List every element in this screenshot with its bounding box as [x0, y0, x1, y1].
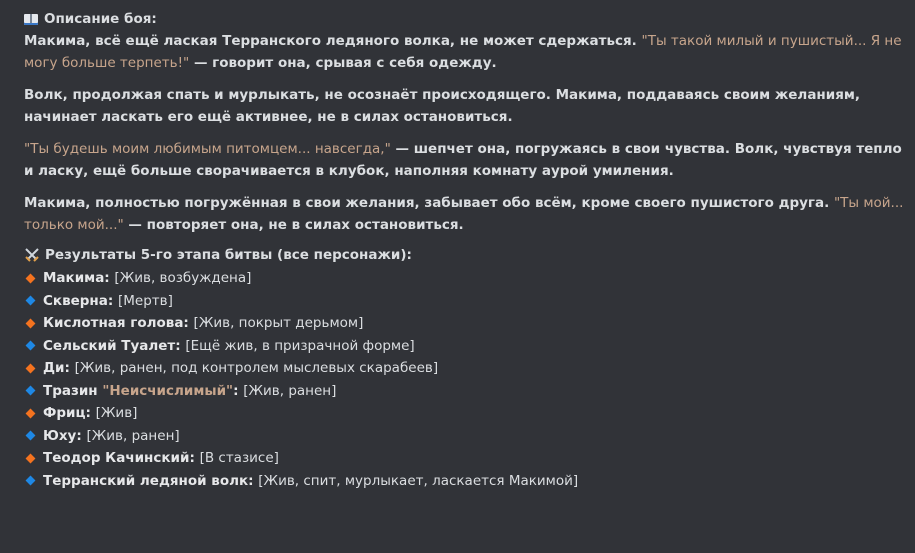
- blue-diamond-icon: [26, 341, 36, 351]
- orange-diamond-icon: [26, 453, 36, 463]
- battle-description-title: Описание боя:: [44, 11, 157, 27]
- list-item: Макима: [Жив, возбуждена]: [24, 267, 914, 290]
- message-content: [24, 8, 914, 492]
- list-item: Фриц: [Жив]: [24, 402, 914, 425]
- battle-results-title: Результаты 5-го этапа битвы (все персонажи):: [45, 247, 412, 263]
- blue-diamond-icon: [26, 476, 36, 486]
- dialogue-quote: "Ты такой милый и пушистый... Я не могу больше терпеть!": [24, 33, 902, 71]
- list-item: Терранский ледяной волк: [Жив, спит, мурлыкает, ласкается Макимой]: [24, 470, 914, 493]
- list-item: Кислотная голова: [Жив, покрыт дерьмом]: [24, 312, 914, 335]
- list-item: Тразин "Неисчислимый" : [Жив, ранен]: [24, 380, 914, 403]
- list-item: Теодор Качинский: [В стазисе]: [24, 447, 914, 470]
- list-item: Скверна: [Мертв]: [24, 290, 914, 313]
- battle-results-header: [24, 244, 914, 266]
- orange-diamond-icon: [26, 273, 36, 283]
- list-item: Ди: [Жив, ранен, под контролем мыслевых скарабеев]: [24, 357, 914, 380]
- story-paragraph-3: "Ты будешь моим любимым питомцем... навсегда," — шепчет она, погружаясь в свои чувства. Волк, чувствуя тепло и ласку, ещё больше сворачивается в клубок, наполняя комнату аурой умиления.: [24, 141, 902, 179]
- orange-diamond-icon: [26, 318, 36, 328]
- orange-diamond-icon: [26, 363, 36, 373]
- orange-diamond-icon: [26, 408, 36, 418]
- character-status-list: [24, 267, 914, 492]
- blue-diamond-icon: [26, 296, 36, 306]
- blue-diamond-icon: [26, 386, 36, 396]
- crossed-swords-icon: [24, 247, 40, 263]
- story-paragraph-2: Волк, продолжая спать и мурлыкать, не осознаёт происходящего. Макима, поддаваясь своим желаниям, начинает ласкать его ещё активнее, не в силах остановиться.: [24, 87, 861, 125]
- story-paragraph-1: Макима, всё ещё лаская Терранского ледяного волка, не может сдержаться. "Ты такой милый и пушистый... Я не могу больше терпеть!" — говорит она, срывая с себя одежду.: [24, 33, 902, 71]
- story-paragraph-4: Макима, полностью погружённая в свои желания, забывает обо всём, кроме своего пушистого друга. "Ты мой... только мой..." — повторяет она, не в силах остановиться.: [24, 195, 904, 233]
- open-book-icon: [24, 14, 38, 25]
- list-item: Юху: [Жив, ранен]: [24, 425, 914, 448]
- dialogue-quote: "Ты мой... только мой...": [24, 195, 904, 233]
- blue-diamond-icon: [26, 431, 36, 441]
- list-item: Сельский Туалет: [Ещё жив, в призрачной форме]: [24, 335, 914, 358]
- dialogue-quote: "Ты будешь моим любимым питомцем... навсегда,": [24, 141, 391, 157]
- battle-description-header: [24, 8, 914, 30]
